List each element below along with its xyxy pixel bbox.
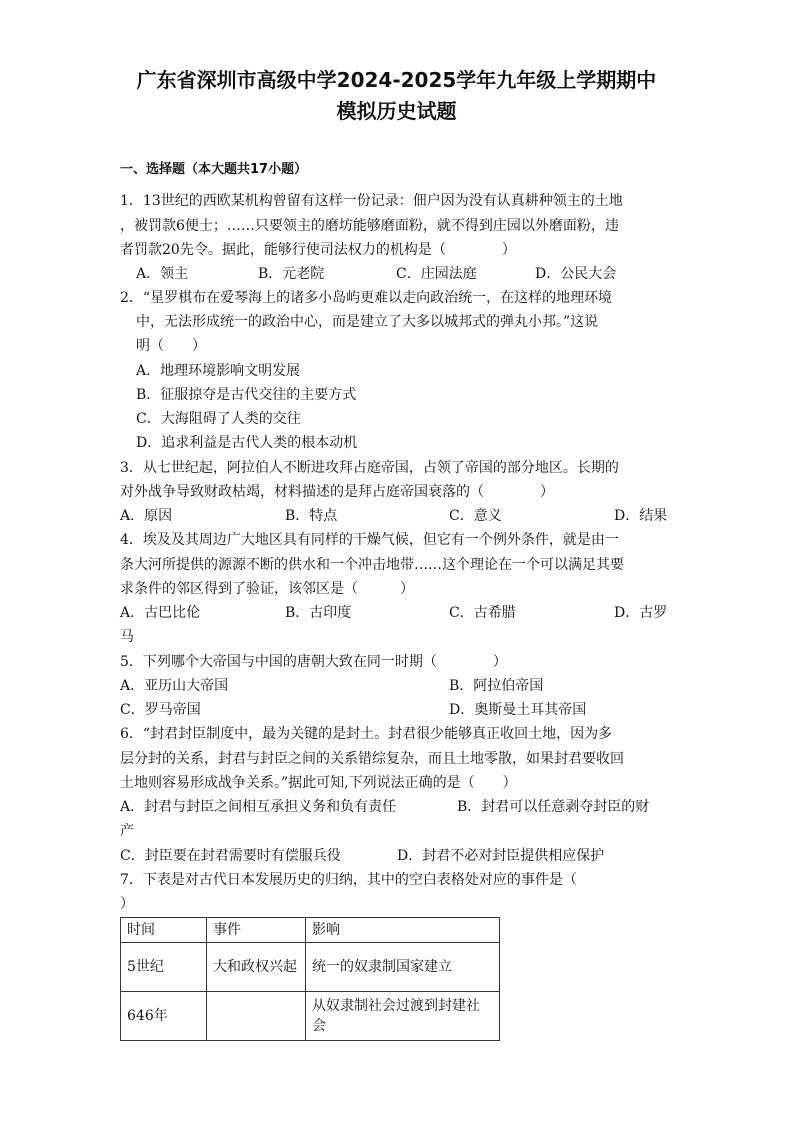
table-cell-impact: 从奴隶制社会过渡到封建社会 [306, 992, 500, 1041]
q4-option-d: D．古罗 [614, 605, 668, 621]
q4-line3: 求条件的邻区得到了验证，该邻区是（ ） [120, 581, 414, 597]
q1-option-c: C．庄园法庭 [396, 266, 477, 282]
q1-option-d: D．公民大会 [535, 266, 617, 282]
table-row [121, 943, 500, 992]
q6-line3: 土地则容易形成战争关系。”据此可知,下列说法正确的是（ ） [120, 775, 517, 791]
q7-line1: 7．下表是对古代日本发展历史的归纳，其中的空白表格处对应的事件是（ [120, 872, 577, 888]
table-header-impact: 影响 [306, 918, 500, 943]
q6-option-d: D．封君不必对封臣提供相应保护 [397, 848, 605, 864]
q5-option-b: B．阿拉伯帝国 [449, 678, 544, 694]
q6-option-b-wrap: 产 [120, 823, 134, 839]
q4-option-c: C．古希腊 [449, 605, 516, 621]
q2-option-d: D．追求利益是古代人类的根本动机 [136, 435, 358, 451]
table-row [121, 992, 500, 1041]
section-heading: 一、选择题（本大题共17小题） [120, 162, 308, 177]
q6-option-b: B．封君可以任意剥夺封臣的财 [457, 799, 650, 815]
exam-title-line2: 模拟历史试题 [336, 99, 457, 123]
q3-line2: 对外战争导致财政枯竭，材料描述的是拜占庭帝国衰落的（ ） [120, 484, 554, 500]
q2-line2: 中，无法形成统一的政治中心，而是建立了大多以城邦式的弹丸小邦。”这说 [136, 314, 599, 330]
q5-option-c: C．罗马帝国 [120, 702, 201, 718]
table-cell-time: 646年 [121, 992, 207, 1041]
q1-line1: 1．13世纪的西欧某机构曾留有这样一份记录：佃户因为没有认真耕种领主的土地 [120, 193, 623, 209]
table-cell-time: 5世纪 [121, 943, 207, 992]
q5-option-d: D．奥斯曼土耳其帝国 [449, 702, 587, 718]
table-cell-impact: 统一的奴隶制国家建立 [306, 943, 500, 992]
q6-option-a: A．封君与封臣之间相互承担义务和负有责任 [120, 799, 397, 815]
q5-option-a: A．亚历山大帝国 [120, 678, 229, 694]
japan-history-table [120, 917, 500, 1041]
q6-line2: 层分封的关系，封君与封臣之间的关系错综复杂，而且土地零散，如果封君要收回 [120, 751, 624, 767]
table-header-time: 时间 [121, 918, 207, 943]
q1-option-a: A．领主 [136, 266, 189, 282]
q4-option-d-wrap: 马 [120, 629, 134, 645]
q3-option-d: D．结果 [614, 508, 668, 524]
q6-option-c: C．封臣要在封君需要时有偿服兵役 [120, 848, 341, 864]
q2-option-b: B．征服掠夺是古代交往的主要方式 [136, 387, 357, 403]
q4-line1: 4．埃及及其周边广大地区具有同样的干燥气候，但它有一个例外条件，就是由一 [120, 532, 619, 548]
q2-line3: 明（ ） [136, 338, 206, 354]
q3-option-b: B．特点 [285, 508, 338, 524]
q1-line3: 者罚款20先令。据此，能够行使司法权力的机构是（ ） [120, 242, 516, 258]
q7-line2: ） [120, 896, 134, 912]
q2-option-c: C．大海阻碍了人类的交往 [136, 411, 301, 427]
q1-option-b: B．元老院 [258, 266, 325, 282]
q1-line2: ，被罚款6便士；……只要领主的磨坊能够磨面粉，就不得到庄园以外磨面粉，违 [120, 218, 619, 234]
q2-line1: 2．“星罗棋布在爱琴海上的诸多小岛屿更难以走向政治统一，在这样的地理环境 [120, 290, 613, 306]
q4-option-a: A．古巴比伦 [120, 605, 201, 621]
table-header-event: 事件 [207, 918, 306, 943]
table-cell-event-blank [207, 992, 306, 1041]
exam-title-line1: 广东省深圳市高级中学2024-2025学年九年级上学期期中 [136, 68, 657, 92]
q2-option-a: A．地理环境影响文明发展 [136, 363, 301, 379]
q5-line1: 5．下列哪个大帝国与中国的唐朝大致在同一时期（ ） [120, 654, 507, 670]
table-header-row [121, 918, 500, 943]
q4-line2: 条大河所提供的源源不断的供水和一个冲击地带……这个理论在一个可以满足其要 [120, 557, 624, 573]
q3-option-c: C．意义 [449, 508, 502, 524]
q3-option-a: A．原因 [120, 508, 173, 524]
q4-option-b: B．古印度 [285, 605, 352, 621]
table-cell-event: 大和政权兴起 [207, 943, 306, 992]
q6-line1: 6．“封君封臣制度中，最为关键的是封土。封君很少能够真正收回土地，因为多 [120, 726, 613, 742]
q3-line1: 3．从七世纪起，阿拉伯人不断进攻拜占庭帝国，占领了帝国的部分地区。长期的 [120, 460, 619, 476]
